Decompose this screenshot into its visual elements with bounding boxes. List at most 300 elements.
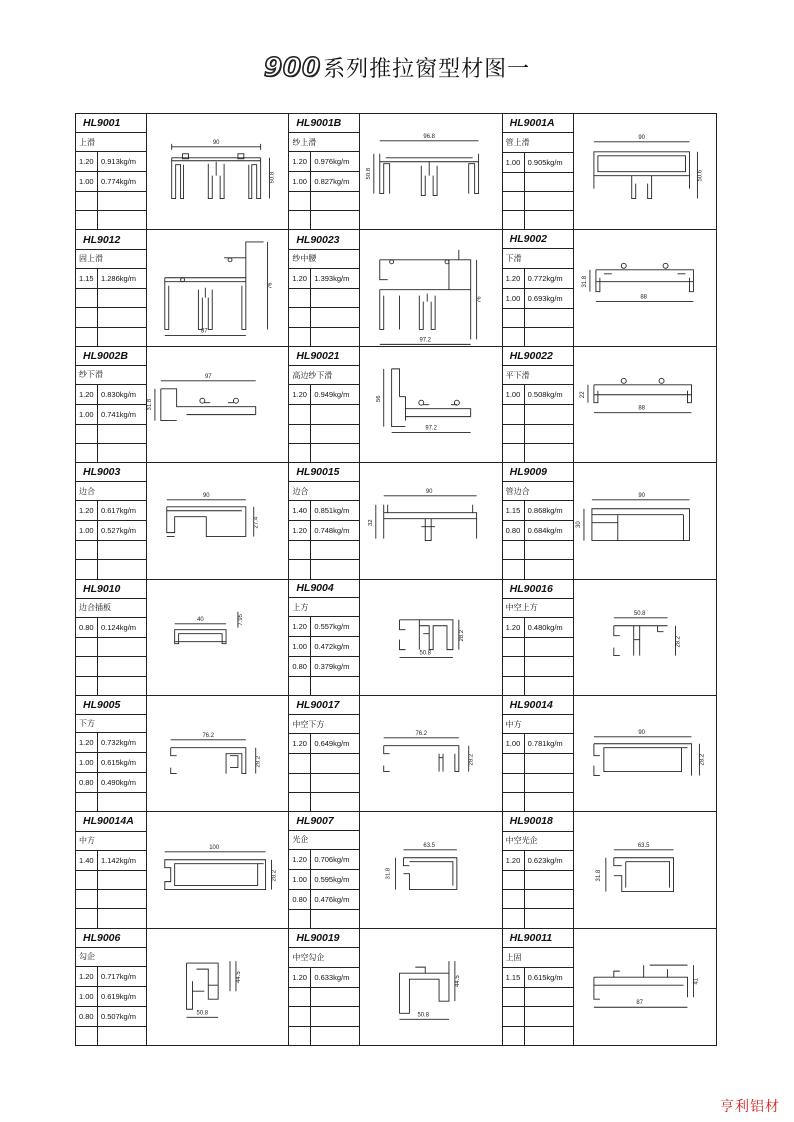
profile-drawing: [360, 114, 501, 229]
profile-name: 管边合: [503, 482, 573, 501]
profile-cross-section: [574, 696, 716, 811]
spec-row: [503, 774, 573, 793]
spec-thickness: [503, 677, 525, 695]
dimension-label-top: 40: [197, 616, 204, 623]
spec-row: [503, 1027, 573, 1045]
profile-info-table: [76, 347, 147, 462]
dimension-label-side: 44.5: [455, 974, 462, 987]
spec-row: [503, 988, 573, 1007]
profile-cell: [76, 696, 289, 812]
spec-thickness: 1.40: [76, 851, 98, 870]
spec-weight: 0.717kg/m: [101, 971, 137, 981]
spec-weight: 1.142kg/m: [101, 855, 137, 865]
spec-weight: 0.557kg/m: [314, 622, 350, 632]
spec-row: [503, 638, 573, 657]
profile-cross-section: [147, 696, 288, 811]
spec-thickness: [76, 289, 98, 307]
profile-cell: [289, 463, 502, 579]
spec-row: [289, 152, 359, 172]
spec-row: [289, 1007, 359, 1026]
profile-name: 边合插板: [76, 599, 146, 618]
dimension-label-top: 90: [638, 492, 645, 499]
spec-thickness: 1.20: [503, 618, 525, 637]
spec-thickness: [503, 309, 525, 327]
spec-weight: 0.623kg/m: [527, 855, 563, 865]
spec-row: [289, 308, 359, 327]
profile-code: HL9012: [76, 230, 146, 249]
spec-weight: 0.693kg/m: [527, 293, 563, 303]
spec-row: [76, 618, 146, 638]
profile-info-table: [289, 812, 360, 927]
profile-cell: [503, 812, 716, 928]
spec-row: [76, 890, 146, 909]
profile-info-table: [76, 230, 147, 345]
spec-weight: 0.830kg/m: [101, 389, 137, 399]
profile-name: 纱中腰: [289, 250, 359, 269]
spec-thickness: 1.00: [76, 172, 98, 191]
spec-weight: 0.124kg/m: [101, 623, 137, 633]
spec-row: [503, 173, 573, 192]
spec-thickness: 0.80: [76, 618, 98, 637]
spec-row: [503, 560, 573, 578]
spec-thickness: [503, 774, 525, 792]
profile-cross-section: [574, 114, 716, 229]
spec-row: [289, 521, 359, 541]
spec-weight: 0.827kg/m: [314, 177, 350, 187]
profile-info-table: [289, 114, 360, 229]
profile-info-table: [76, 696, 147, 811]
dimension-label-bottom: 97.2: [425, 425, 438, 432]
spec-weight: 0.774kg/m: [101, 177, 137, 187]
profile-cross-section: [574, 463, 716, 578]
profile-name: 边合: [76, 482, 146, 501]
profile-info-table: [503, 463, 574, 578]
spec-thickness: 0.80: [289, 657, 311, 676]
spec-row: [503, 909, 573, 927]
spec-thickness: [76, 638, 98, 656]
profile-cell: [76, 812, 289, 928]
profile-drawing: [147, 696, 288, 811]
spec-row: [503, 793, 573, 811]
profile-code: HL90011: [503, 929, 573, 948]
profile-code: HL9010: [76, 580, 146, 599]
profile-code: HL9002: [503, 230, 573, 249]
profile-cell: [503, 929, 716, 1045]
spec-weight: 0.615kg/m: [527, 972, 563, 982]
spec-thickness: [76, 890, 98, 908]
spec-weight: 1.393kg/m: [314, 273, 350, 283]
spec-thickness: [76, 328, 98, 346]
profile-code: HL90015: [289, 463, 359, 482]
profile-code: HL9002B: [76, 347, 146, 366]
profile-drawing: [360, 230, 501, 345]
spec-row: [76, 152, 146, 172]
spec-row: [289, 541, 359, 560]
spec-thickness: 1.20: [76, 152, 98, 171]
spec-row: [289, 910, 359, 928]
spec-row: [76, 773, 146, 793]
profile-code: HL90016: [503, 580, 573, 599]
profile-cross-section: [360, 230, 501, 345]
profile-cell: [503, 580, 716, 696]
profile-info-table: [503, 347, 574, 462]
profile-cell: [503, 696, 716, 812]
spec-row: [76, 871, 146, 890]
dimension-label-side: 27.4: [253, 517, 260, 529]
spec-thickness: 1.00: [503, 385, 525, 404]
spec-row: [289, 172, 359, 192]
dimension-label-side: 50.8: [366, 167, 373, 180]
profile-drawing: [360, 580, 501, 695]
spec-row: [76, 638, 146, 657]
profile-name: 纱下滑: [76, 366, 146, 385]
profile-cell: [503, 230, 716, 346]
spec-row: [289, 192, 359, 211]
dimension-label-top: 90: [203, 492, 210, 499]
profile-cross-section: [360, 580, 501, 695]
spec-thickness: 1.00: [503, 734, 525, 753]
dimension-label-top: 90: [426, 488, 433, 495]
profile-info-table: [503, 230, 574, 345]
spec-row: [76, 851, 146, 871]
profile-cell: [76, 463, 289, 579]
spec-row: [289, 444, 359, 462]
dimension-label-side: 30: [575, 521, 582, 529]
spec-weight: 0.781kg/m: [527, 739, 563, 749]
profile-cross-section: [574, 230, 716, 345]
spec-row: [76, 211, 146, 229]
profile-info-table: [289, 347, 360, 462]
profile-name: 中方: [503, 715, 573, 734]
profile-cell: [289, 929, 502, 1045]
profile-info-table: [503, 812, 574, 927]
spec-row: [76, 1007, 146, 1027]
spec-row: [503, 425, 573, 444]
spec-thickness: 0.80: [289, 890, 311, 909]
spec-row: [503, 405, 573, 424]
profile-cross-section: [147, 463, 288, 578]
profile-code: HL90021: [289, 347, 359, 366]
spec-row: [76, 521, 146, 541]
spec-row: [289, 328, 359, 346]
spec-thickness: 1.20: [289, 385, 311, 404]
spec-row: [289, 501, 359, 521]
profile-code: HL90014A: [76, 812, 146, 831]
profile-drawing: [147, 812, 288, 927]
dimension-label-top: 90: [638, 134, 645, 141]
spec-row: [503, 309, 573, 328]
spec-thickness: [289, 308, 311, 326]
spec-row: [76, 1027, 146, 1045]
profile-drawing: [360, 929, 501, 1045]
spec-row: [503, 541, 573, 560]
profile-cell: [289, 696, 502, 812]
spec-row: [289, 968, 359, 988]
dimension-label-side: 28.2: [271, 870, 278, 882]
spec-thickness: 1.20: [289, 617, 311, 636]
spec-weight: 0.913kg/m: [101, 157, 137, 167]
spec-thickness: [76, 1027, 98, 1045]
spec-row: [503, 385, 573, 405]
spec-thickness: 1.20: [289, 968, 311, 987]
spec-row: [76, 560, 146, 578]
spec-thickness: [289, 211, 311, 229]
spec-weight: 0.508kg/m: [527, 390, 563, 400]
dimension-label-bottom: 88: [638, 405, 645, 412]
profile-cell: [289, 347, 502, 463]
spec-weight: 0.527kg/m: [101, 526, 137, 536]
profile-cell: [76, 114, 289, 230]
profile-code: HL90018: [503, 812, 573, 831]
spec-thickness: [76, 444, 98, 462]
dimension-label-side: 28.2: [699, 753, 706, 766]
dimension-label-side: 41: [693, 977, 700, 985]
spec-row: [289, 774, 359, 793]
profile-cross-section: [360, 929, 501, 1045]
spec-row: [503, 192, 573, 211]
profile-drawing: [147, 580, 288, 695]
spec-row: [289, 211, 359, 229]
spec-thickness: 1.00: [289, 870, 311, 889]
spec-row: [289, 657, 359, 677]
dimension-label-bottom: 87: [636, 999, 643, 1006]
dimension-label-bottom: 50.8: [417, 1011, 430, 1018]
profile-drawing: [574, 696, 716, 811]
spec-row: [289, 870, 359, 890]
spec-thickness: 1.20: [289, 850, 311, 869]
spec-weight: 0.649kg/m: [314, 739, 350, 749]
profile-cell: [289, 114, 502, 230]
profile-cross-section: [574, 347, 716, 462]
profile-name: 纱上滑: [289, 133, 359, 152]
profile-drawing: [574, 463, 716, 578]
spec-row: [76, 909, 146, 927]
profile-drawing: [147, 114, 288, 229]
profile-code: HL9004: [289, 580, 359, 599]
profile-drawing: [360, 463, 501, 578]
spec-thickness: [76, 871, 98, 889]
spec-thickness: [289, 754, 311, 772]
spec-weight: 0.595kg/m: [314, 874, 350, 884]
profile-cell: [289, 812, 502, 928]
profile-info-table: [76, 463, 147, 578]
dimension-label-top: 97: [204, 373, 212, 380]
spec-thickness: [503, 754, 525, 772]
spec-thickness: [503, 560, 525, 578]
spec-row: [76, 501, 146, 521]
spec-thickness: 1.00: [289, 637, 311, 656]
dimension-label-side: 76: [267, 282, 274, 290]
profile-cross-section: [360, 696, 501, 811]
spec-row: [503, 968, 573, 988]
spec-thickness: [503, 405, 525, 423]
spec-row: [76, 289, 146, 308]
spec-thickness: [76, 425, 98, 443]
spec-thickness: [503, 638, 525, 656]
profile-info-table: [503, 929, 574, 1045]
spec-thickness: [289, 425, 311, 443]
profile-cell: [76, 929, 289, 1045]
spec-row: [76, 172, 146, 192]
spec-weight: 0.684kg/m: [527, 526, 563, 536]
spec-thickness: [76, 308, 98, 326]
spec-thickness: [503, 192, 525, 210]
spec-row: [289, 734, 359, 754]
spec-weight: 1.286kg/m: [101, 273, 137, 283]
spec-thickness: [503, 909, 525, 927]
dimension-label-top: 50.8: [633, 610, 646, 617]
profile-name: 下方: [76, 715, 146, 734]
dimension-label-bottom: 50.8: [419, 650, 432, 657]
title-text: 系列推拉窗型材图一: [323, 57, 531, 82]
spec-thickness: [289, 405, 311, 423]
spec-thickness: [503, 425, 525, 443]
dimension-label-bottom: 88: [640, 295, 647, 302]
spec-thickness: 0.80: [503, 521, 525, 540]
dimension-label-side: 28.2: [469, 753, 475, 766]
profile-cell: [289, 580, 502, 696]
profile-code: HL9005: [76, 696, 146, 715]
dimension-label-top: 100: [209, 845, 220, 852]
profile-code: HL90019: [289, 929, 359, 948]
spec-row: [503, 289, 573, 309]
profile-drawing: [574, 812, 716, 927]
spec-thickness: [289, 988, 311, 1006]
profile-name: 中空勾企: [289, 948, 359, 967]
profile-cross-section: [147, 230, 288, 345]
profile-drawing: [360, 347, 501, 462]
spec-row: [76, 269, 146, 289]
spec-thickness: [289, 444, 311, 462]
spec-row: [289, 637, 359, 657]
dimension-label-side: 31.8: [147, 398, 153, 411]
profile-code: HL9001A: [503, 114, 573, 133]
dimension-label-side: 31.8: [581, 276, 588, 288]
catalog-grid: [75, 113, 717, 1046]
spec-row: [503, 677, 573, 695]
dimension-label-top: 76.2: [415, 730, 428, 737]
spec-weight: 0.949kg/m: [314, 390, 350, 400]
profile-cell: [76, 347, 289, 463]
spec-thickness: [503, 890, 525, 908]
profile-name: 上方: [289, 598, 359, 617]
spec-weight: 0.706kg/m: [314, 854, 350, 864]
dimension-label-side: 7.95: [237, 613, 244, 626]
profile-name: 上滑: [76, 133, 146, 152]
spec-row: [503, 734, 573, 754]
spec-weight: 0.379kg/m: [314, 662, 350, 672]
spec-weight: 0.772kg/m: [527, 273, 563, 283]
spec-row: [289, 677, 359, 695]
profile-cross-section: [147, 812, 288, 927]
profile-cross-section: [147, 929, 288, 1045]
spec-row: [289, 385, 359, 405]
spec-row: [503, 211, 573, 229]
spec-thickness: 0.80: [76, 773, 98, 792]
spec-thickness: [289, 1027, 311, 1045]
spec-weight: 0.976kg/m: [314, 157, 350, 167]
spec-weight: 0.615kg/m: [101, 758, 137, 768]
spec-thickness: 1.20: [76, 501, 98, 520]
spec-row: [289, 988, 359, 1007]
spec-row: [76, 444, 146, 462]
profile-cell: [503, 114, 716, 230]
spec-weight: 0.617kg/m: [101, 506, 137, 516]
spec-thickness: [289, 793, 311, 811]
spec-thickness: [76, 909, 98, 927]
profile-drawing: [147, 230, 288, 345]
profile-cell: [76, 580, 289, 696]
spec-row: [503, 153, 573, 173]
spec-thickness: 1.20: [289, 269, 311, 288]
spec-thickness: [503, 328, 525, 346]
spec-thickness: [76, 560, 98, 578]
profile-cell: [76, 230, 289, 346]
profile-info-table: [503, 114, 574, 229]
spec-row: [76, 793, 146, 811]
spec-row: [289, 560, 359, 578]
spec-row: [503, 754, 573, 773]
spec-thickness: [289, 677, 311, 695]
profile-name: 中方: [76, 832, 146, 851]
spec-thickness: [289, 910, 311, 928]
profile-name: 勾企: [76, 948, 146, 967]
spec-thickness: [503, 444, 525, 462]
spec-weight: 0.732kg/m: [101, 738, 137, 748]
profile-drawing: [147, 347, 288, 462]
spec-row: [503, 1007, 573, 1026]
dimension-label-bottom: 87: [201, 328, 208, 335]
profile-name: 下滑: [503, 249, 573, 268]
spec-row: [503, 521, 573, 541]
spec-row: [76, 677, 146, 695]
profile-cross-section: [147, 347, 288, 462]
profile-cross-section: [360, 812, 501, 927]
spec-thickness: 1.20: [503, 851, 525, 870]
spec-row: [76, 328, 146, 346]
spec-row: [289, 850, 359, 870]
profile-name: 管上滑: [503, 133, 573, 152]
spec-row: [289, 793, 359, 811]
profile-info-table: [76, 812, 147, 927]
dimension-label-bottom: 97.2: [419, 337, 432, 344]
profile-drawing: [147, 463, 288, 578]
profile-info-table: [503, 696, 574, 811]
spec-row: [76, 541, 146, 560]
spec-thickness: 1.20: [289, 734, 311, 753]
spec-row: [503, 444, 573, 462]
spec-row: [76, 405, 146, 425]
spec-thickness: [503, 211, 525, 229]
spec-row: [503, 328, 573, 346]
spec-row: [503, 890, 573, 909]
spec-thickness: [76, 211, 98, 229]
profile-info-table: [289, 463, 360, 578]
profile-name: 边合: [289, 482, 359, 501]
profile-cell: [289, 230, 502, 346]
title-number: 900: [263, 53, 322, 83]
spec-thickness: 1.00: [503, 153, 525, 172]
spec-thickness: [503, 173, 525, 191]
spec-weight: 0.868kg/m: [527, 506, 563, 516]
profile-info-table: [289, 230, 360, 345]
profile-code: HL9009: [503, 463, 573, 482]
profile-drawing: [574, 580, 716, 695]
spec-thickness: 1.20: [76, 967, 98, 986]
spec-thickness: 1.20: [289, 521, 311, 540]
dimension-label-top: 90: [212, 139, 220, 146]
profile-drawing: [574, 114, 716, 229]
